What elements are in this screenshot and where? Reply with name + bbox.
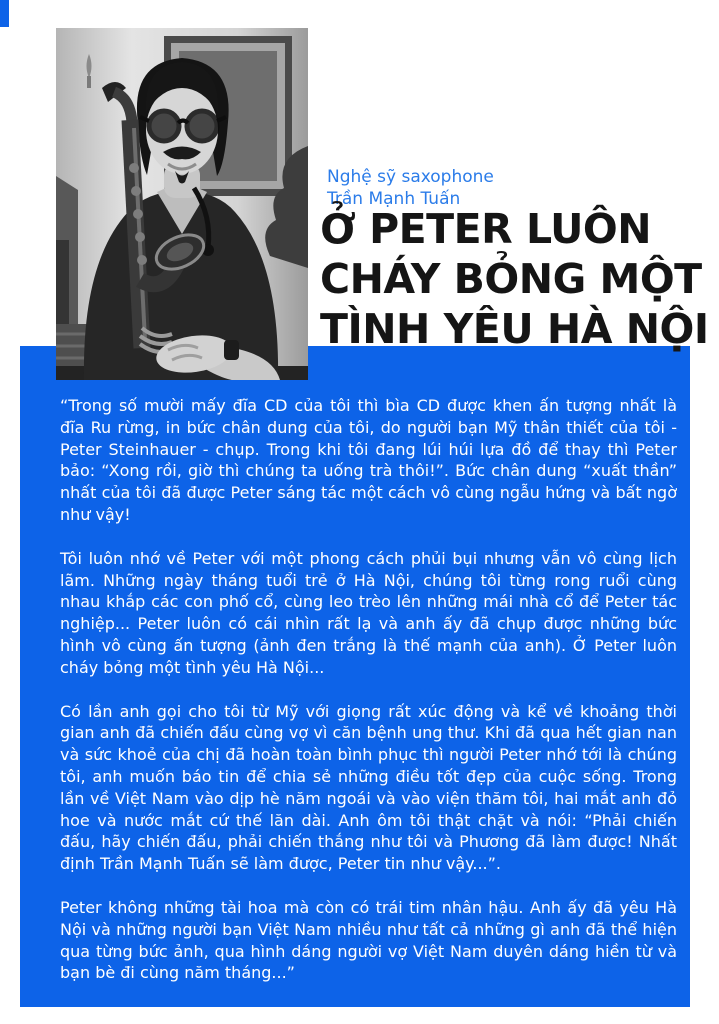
article-paragraph-2: Tôi luôn nhớ về Peter với một phong cách phủi bụi nhưng vẫn vô cùng lịch lãm. Những ngày tháng tuổi trẻ ở Hà Nội, chúng tôi từng rong ruổi cùng nhau khắp các con phố cổ, cùng leo trèo lên những mái nhà cổ để Peter tác nghiệp... Peter luôn có cái nhìn rất lạ và anh ấy đã chụp được những bức hình vô cùng ấn tượng (ảnh đen trắng là thế mạnh của anh). Ở Peter luôn cháy bỏng một tình yêu Hà Nội... xyxy=(60,548,677,677)
byline-profession: Nghệ sỹ saxophone xyxy=(327,167,494,187)
article-paragraph-4: Peter không những tài hoa mà còn có trái tim nhân hậu. Anh ấy đã yêu Hà Nội và những người bạn Việt Nam nhiều như tất cả những gì anh đã thể hiện qua từng bức ảnh, qua hình dáng người vợ Việt Nam duyên dáng hiền từ và bạn bè đi cùng năm tháng...” xyxy=(60,897,677,983)
article-paragraph-1: “Trong số mười mấy đĩa CD của tôi thì bìa CD được khen ấn tượng nhất là đĩa Ru rừng, in bức chân dung của tôi, do người bạn Mỹ thân thiết của tôi - Peter Steinhauer - chụp. Trong khi tôi đang lúi húi lựa đồ để thay thì Peter bảo: “Xong rồi, giờ thì chúng ta uống trà thôi!”. Bức chân dung “xuất thần” nhất của tôi đã được Peter sáng tác một cách vô cùng ngẫu hứng và bất ngờ như vậy! xyxy=(60,396,677,524)
headline-line-3: TÌNH YÊU HÀ NỘI xyxy=(320,305,709,353)
corner-accent-bar xyxy=(0,0,9,27)
article-body-box xyxy=(20,346,690,1007)
headline-line-1: Ở PETER LUÔN xyxy=(320,205,652,253)
article-headline xyxy=(320,204,712,354)
headline-line-2: CHÁY BỎNG MỘT xyxy=(320,255,702,303)
byline-name: Trần Mạnh Tuấn xyxy=(327,189,461,209)
article-paragraph-3: Có lần anh gọi cho tôi từ Mỹ với giọng rất xúc động và kể về khoảng thời gian anh đã chiến đấu cùng vợ vì căn bệnh ung thư. Khi đã qua hết gian nan và sức khoẻ của chị đã hoàn toàn bình phục thì người Peter nhớ tới là chúng tôi, anh muốn báo tin để chia sẻ những điều tốt đẹp của cuộc sống. Trong lần về Việt Nam vào dịp hè năm ngoái và vào viện thăm tôi, hai mắt anh đỏ hoe và nước mắt cứ thế lăn dài. Anh ôm tôi thật chặt và nói: “Phải chiến đấu, hãy chiến đấu, phải chiến thắng như tôi và Phương đã làm được! Nhất định Trần Mạnh Tuấn sẽ làm được, Peter tin như vậy...”. xyxy=(60,701,677,874)
portrait-photo xyxy=(56,28,308,380)
